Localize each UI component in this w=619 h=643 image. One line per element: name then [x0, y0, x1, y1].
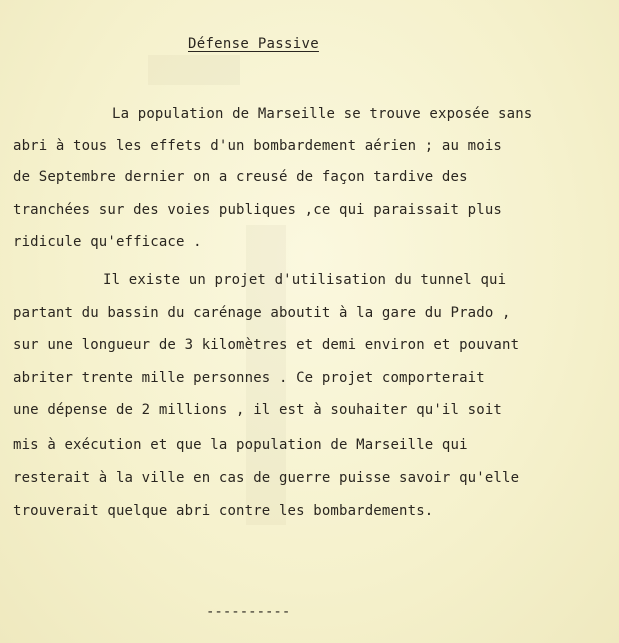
closing-separator: ---------- [206, 604, 291, 620]
text-line: une dépense de 2 millions , il est à souhaiter qu'il soit [13, 402, 502, 418]
text-line: resterait à la ville en cas de guerre puisse savoir qu'elle [13, 470, 520, 486]
text-line: La population de Marseille se trouve exposée sans [112, 106, 533, 122]
text-line: abri à tous les effets d'un bombardement aérien ; au mois [13, 138, 502, 154]
text-line: de Septembre dernier on a creusé de façon tardive des [13, 169, 468, 185]
text-line: partant du bassin du carénage aboutit à la gare du Prado , [13, 305, 511, 321]
paper-show-through-mark [148, 55, 240, 85]
text-line: tranchées sur des voies publiques ,ce qui paraissait plus [13, 202, 502, 218]
text-line: trouverait quelque abri contre les bombardements. [13, 503, 434, 519]
text-line: ridicule qu'efficace . [13, 234, 202, 250]
text-line: abriter trente mille personnes . Ce projet comporterait [13, 370, 485, 386]
document-title: Défense Passive [188, 36, 319, 52]
text-line: mis à exécution et que la population de Marseille qui [13, 437, 468, 453]
text-line: Il existe un projet d'utilisation du tunnel qui [103, 272, 507, 288]
text-line: sur une longueur de 3 kilomètres et demi environ et pouvant [13, 337, 520, 353]
